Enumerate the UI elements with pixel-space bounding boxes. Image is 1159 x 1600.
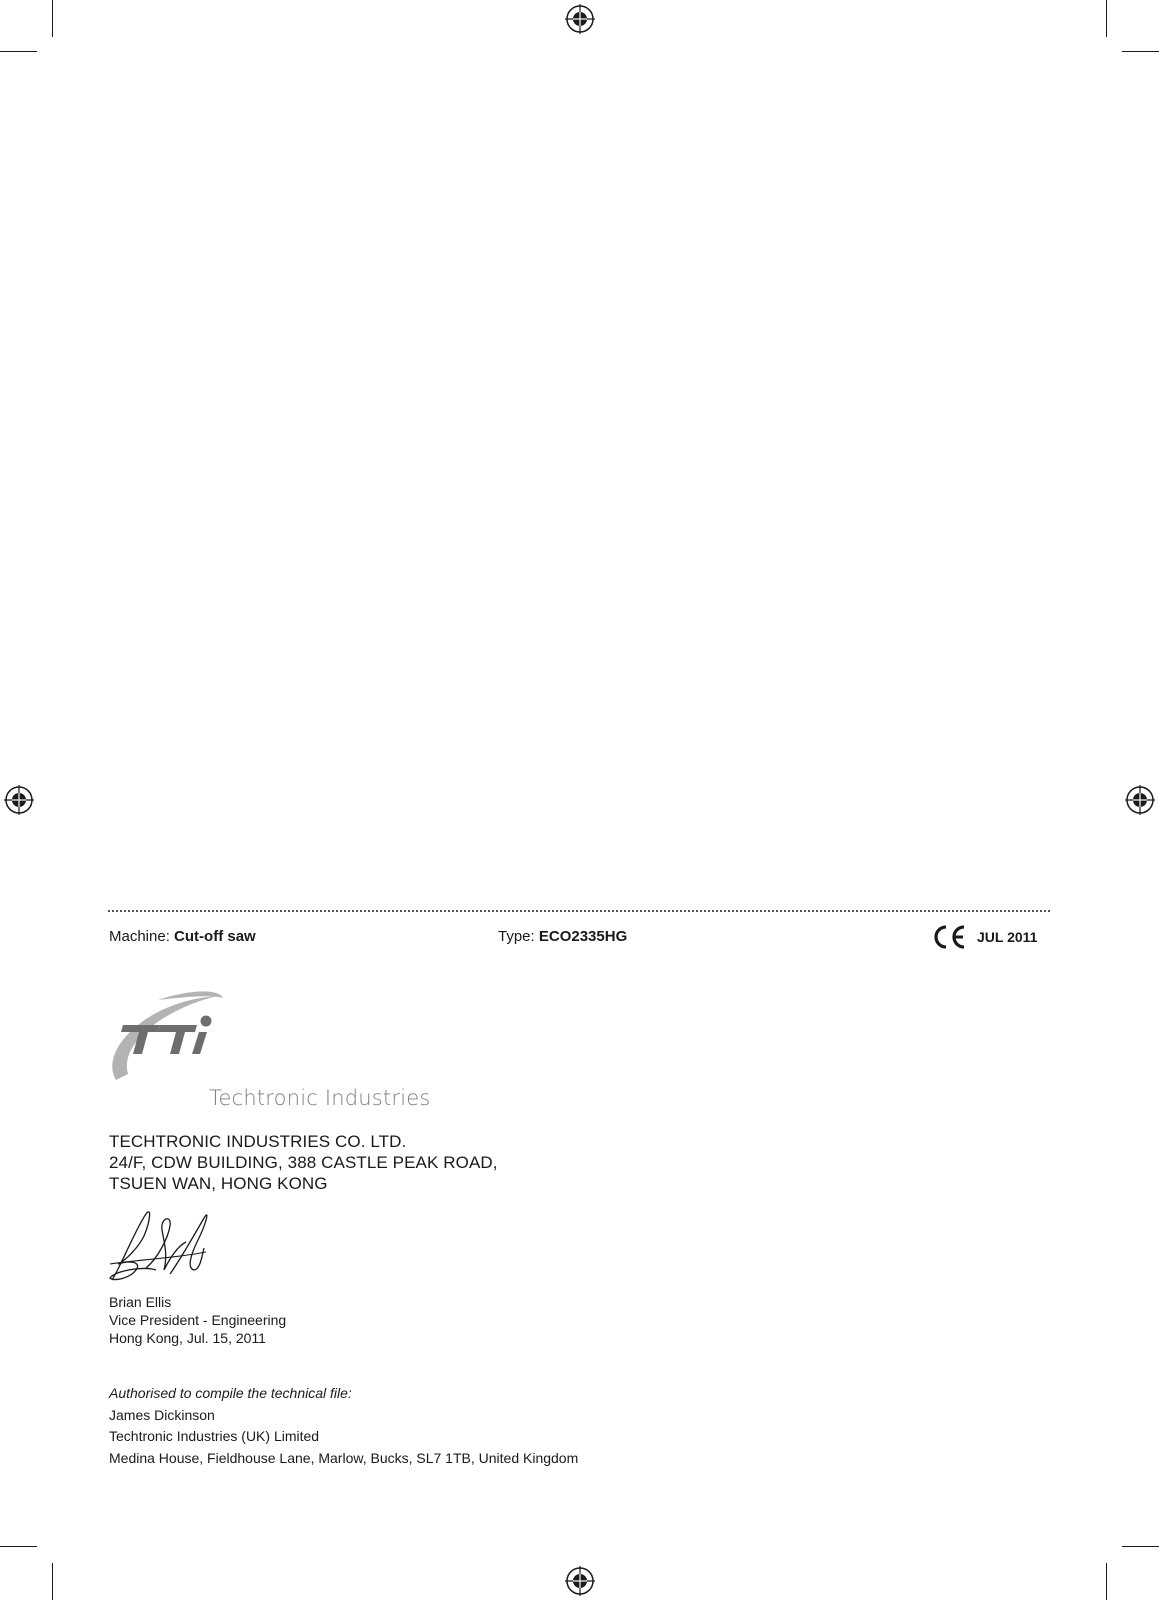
signatory-title: Vice President - Engineering: [109, 1312, 287, 1328]
technical-file-address: Medina House, Fieldhouse Lane, Marlow, Bucks, SL7 1TB, United Kingdom: [109, 1449, 579, 1466]
signature: [106, 1208, 226, 1288]
type-label: Type:: [498, 928, 535, 945]
logo-company-text: Techtronic Industries: [209, 1086, 431, 1110]
technical-file-name: James Dickinson: [109, 1406, 215, 1423]
dotted-separator: [108, 910, 1050, 912]
machine-label: Machine:: [109, 928, 170, 945]
machine-value: Cut-off saw: [174, 928, 256, 945]
company-name: TECHTRONIC INDUSTRIES CO. LTD.: [109, 1132, 407, 1151]
machine-field: [109, 928, 256, 945]
crop-mark-bottom-left-horizontal: [0, 1546, 37, 1547]
registration-mark-icon: [1125, 785, 1155, 815]
company-address: [109, 1131, 498, 1194]
crop-mark-top-right-vertical: [1106, 0, 1107, 37]
registration-mark-icon: [565, 4, 595, 34]
ce-date: JUL 2011: [977, 929, 1038, 945]
technical-file-block: [109, 1383, 578, 1469]
company-address-line: TSUEN WAN, HONG KONG: [109, 1174, 328, 1193]
technical-file-company: Techtronic Industries (UK) Limited: [109, 1428, 320, 1444]
crop-mark-bottom-right-vertical: [1106, 1563, 1107, 1600]
crop-mark-bottom-left-vertical: [52, 1563, 53, 1600]
crop-mark-bottom-right-horizontal: [1122, 1546, 1159, 1547]
crop-mark-top-left-horizontal: [0, 51, 37, 52]
signatory-name: Brian Ellis: [109, 1294, 172, 1310]
crop-mark-top-right-horizontal: [1122, 51, 1159, 52]
tti-logo: [108, 990, 228, 1100]
type-value: ECO2335HG: [538, 928, 628, 945]
registration-mark-icon: [565, 1566, 595, 1596]
registration-mark-icon: [4, 785, 34, 815]
company-address-line: 24/F, CDW BUILDING, 388 CASTLE PEAK ROAD,: [109, 1153, 498, 1172]
signatory-block: [109, 1293, 286, 1347]
type-field: [498, 928, 627, 945]
signatory-place-date: Hong Kong, Jul. 15, 2011: [109, 1330, 266, 1346]
technical-file-heading: Authorised to compile the technical file:: [109, 1385, 352, 1401]
crop-mark-top-left-vertical: [52, 0, 53, 37]
ce-mark-icon: [932, 924, 966, 950]
